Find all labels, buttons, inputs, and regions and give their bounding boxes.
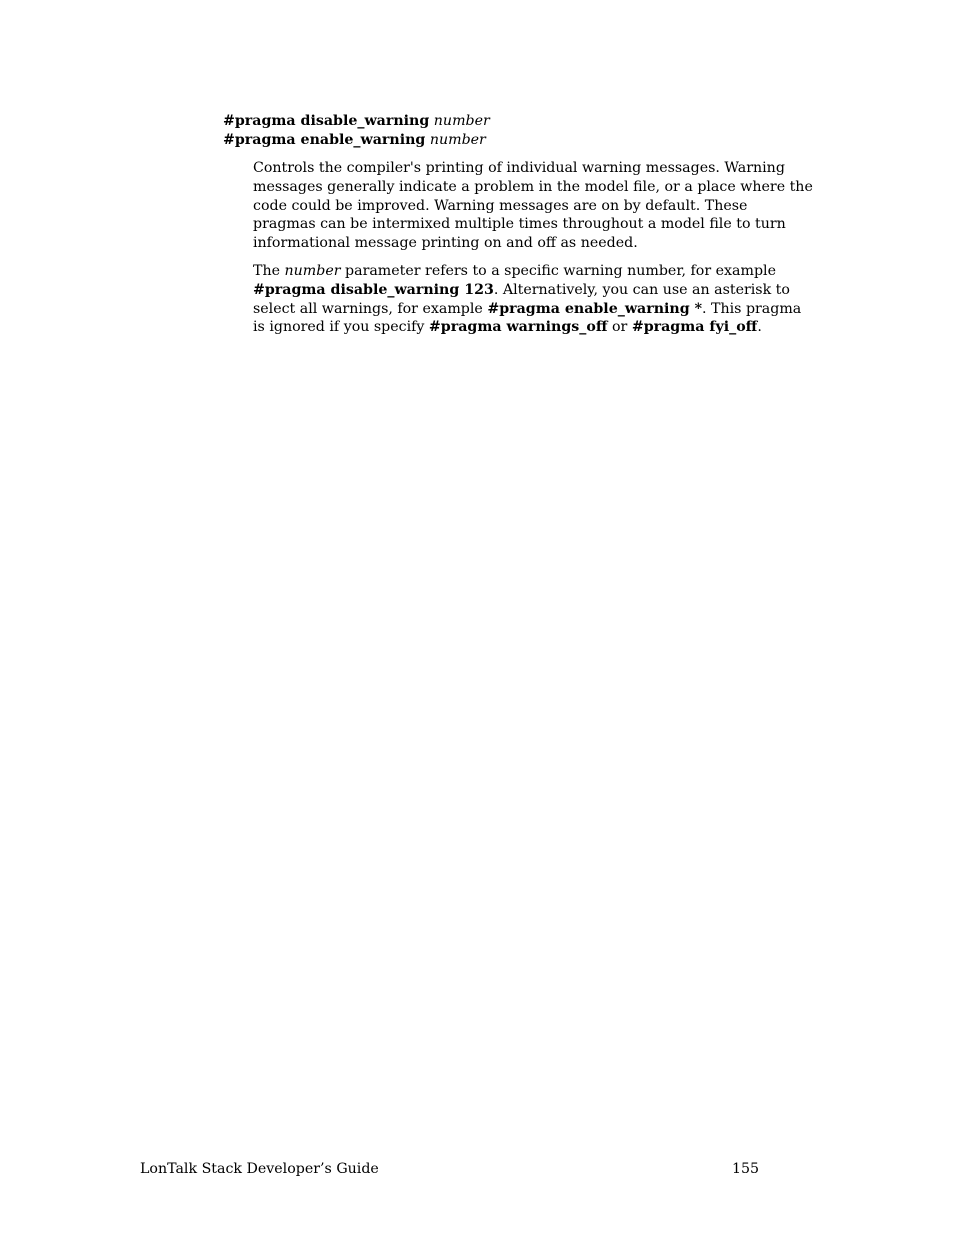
- heading-keyword: #pragma enable_warning: [223, 132, 426, 148]
- text-run: . This pragma: [702, 300, 802, 317]
- heading-arg: number: [433, 113, 490, 129]
- description-paragraph: [253, 159, 815, 253]
- text-run: . Alternatively, you can use an asterisk to: [493, 281, 790, 298]
- text-run: select all warnings, for example: [253, 300, 488, 317]
- heading-keyword: #pragma disable_warning: [223, 113, 430, 129]
- code-example: #pragma warnings_off: [428, 319, 608, 336]
- text-run: parameter refers to a specific warning number, for example: [340, 263, 776, 279]
- paragraph-line: [253, 318, 815, 337]
- paragraph-line: pragmas can be intermixed multiple times throughout a model file to turn: [253, 216, 786, 233]
- paragraph-line: [253, 300, 815, 319]
- paragraph-line: informational message printing on and off as needed.: [253, 235, 638, 252]
- pragma-enable-warning-heading: [223, 131, 486, 150]
- text-run: .: [757, 319, 762, 336]
- pragma-disable-warning-heading: [223, 112, 490, 131]
- page-number: 155: [732, 1161, 760, 1177]
- number-parameter-paragraph: [253, 262, 815, 337]
- text-run: is ignored if you specify: [253, 319, 429, 336]
- text-run: The: [253, 263, 285, 279]
- paragraph-line: Controls the compiler's printing of individual warning messages. Warning: [253, 160, 785, 176]
- parameter-name: number: [284, 263, 341, 279]
- paragraph-line: code could be improved. Warning messages are on by default. These: [253, 197, 748, 214]
- code-example: #pragma fyi_off: [631, 319, 758, 336]
- text-run: or: [607, 319, 632, 336]
- paragraph-line: [253, 281, 815, 300]
- paragraph-line: messages generally indicate a problem in the model file, or a place where the: [253, 178, 813, 195]
- footer-title: LonTalk Stack Developer’s Guide: [140, 1161, 379, 1177]
- heading-arg: number: [429, 132, 486, 148]
- code-example: #pragma disable_warning 123: [253, 281, 494, 298]
- paragraph-line: [253, 262, 815, 281]
- code-example: #pragma enable_warning *: [487, 300, 702, 317]
